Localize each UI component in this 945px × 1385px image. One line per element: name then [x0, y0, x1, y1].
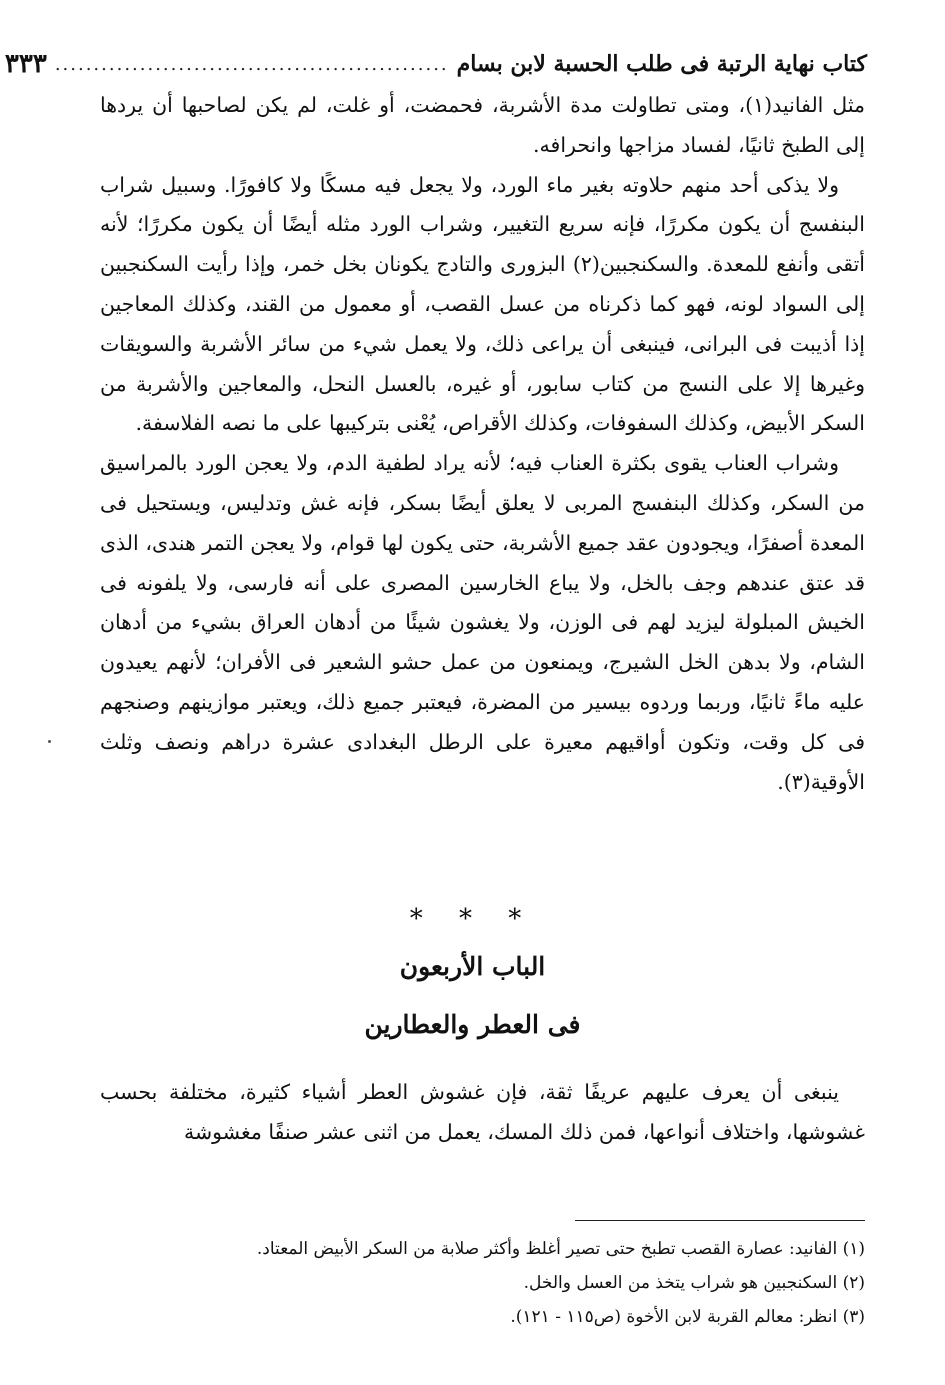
section-separator: * * * — [409, 904, 536, 934]
footnotes — [100, 1232, 865, 1334]
paragraph-3: وشراب العناب يقوى بكثرة العناب فيه؛ لأنه يراد لطفية الدم، ولا يعجن الورد بالمراسيق من السكر، وكذلك البنفسج المربى لا يعلق أيضًا بسكر، فإنه غش وتدليس، ويستحيل فى المعدة أصفرًا، ويجودون عقد جميع الأشربة، حتى يكون لها قوام، ولا يعجن التمر هندى، الذى قد عتق عندهم وجف بالخل، ولا يباع الخارسين المصرى على أنه فارسى، ولا يلفونه فى الخيش المبلولة ليزيد لهم فى الوزن، ولا يغشون شيئًا من أدهان العراق بشيء من أدهان الشام، ولا بدهن الخل الشيرج، ويمنعون من عمل حشو الشعير فى الأفران؛ لأنهم يعيدون عليه ماءً ثانيًا، وربما وردوه بيسير من المضرة، فيعتبر جميع ذلك، ويعتبر موازينهم وصنجهم فى كل وقت، وتكون أواقيهم معيرة على الرطل البغدادى عشرة دراهم ونصف وثلث الأوقية(٣). — [100, 451, 865, 794]
chapter-title: الباب الأربعون — [399, 952, 546, 981]
header-dot-leader: ................................................... — [54, 53, 449, 75]
footnote-3: (٣) انظر: معالم القربة لابن الأخوة (ص١١٥ - ١٢١). — [510, 1307, 865, 1327]
paragraph-1: مثل الفانيد(١)، ومتى تطاولت مدة الأشربة، فحمضت، أو غلت، لم يكن لصاحبها أن يردها إلى الطبخ ثانيًا، لفساد مزاجها وانحرافه. — [100, 93, 865, 157]
footnote-divider — [575, 1220, 865, 1221]
running-header — [4, 46, 867, 82]
chapter-text — [100, 1072, 865, 1152]
page-number: ٣٣٣ — [4, 49, 47, 79]
margin-speck — [48, 740, 51, 743]
chapter-paragraph-1: ينبغى أن يعرف عليهم عريفًا ثقة، فإن غشوش العطر أشياء كثيرة، مختلفة بحسب غشوشها، واختلاف أنواعها، فمن ذلك المسك، يعمل من اثنى عشر صنفًا مغشوشة — [100, 1080, 865, 1144]
footnote-2: (٢) السكنجبين هو شراب يتخذ من العسل والخل. — [523, 1273, 865, 1293]
book-title: كتاب نهاية الرتبة فى طلب الحسبة لابن بسام — [456, 51, 867, 77]
paragraph-2: ولا يذكى أحد منهم حلاوته بغير ماء الورد، ولا يجعل فيه مسكًا ولا كافورًا. وسبيل شراب البنفسج أن يكون مكررًا، فإنه سريع التغيير، وشراب الورد مثله أيضًا أن يكون مكررًا؛ لأنه أتقى وأنفع للمعدة. والسكنجبين(٢) البزورى والتادج يكونان بخل خمر، وإذا رأيت السكنجبين إلى السواد لونه، فهو كما ذكرناه من عسل القصب، أو معمول من القند، وكذلك المعاجين إذا أذيبت فى البرانى، فينبغى أن يراعى ذلك، ولا يعمل شيء من سائر الأشربة والسويقات وغيرها إلا على النسج من كتاب سابور، أو غيره، بالعسل النحل، والمعاجين والأشربة من السكر الأبيض، وكذلك السفوفات، وكذلك الأقراص، يُعْنى بتركيبها على ما نصه الفلاسفة. — [100, 172, 865, 436]
footnote-1: (١) الفانيد: عصارة القصب تطبخ حتى تصير أغلظ وأكثر صلابة من السكر الأبيض المعتاد. — [256, 1239, 865, 1259]
chapter-subtitle: فى العطر والعطارين — [364, 1010, 581, 1039]
main-text — [100, 86, 865, 802]
